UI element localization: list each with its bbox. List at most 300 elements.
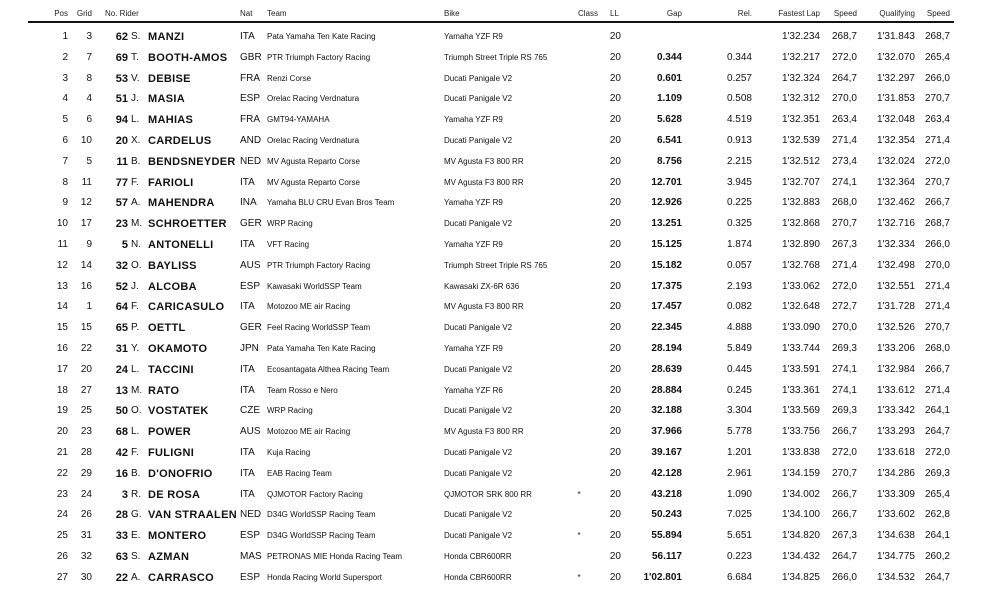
cell-relative-gap: 0.245 — [726, 384, 752, 396]
cell-rider-name: CARDELUS — [148, 134, 212, 147]
cell-position: 23 — [56, 488, 68, 500]
cell-qualifying-speed: 264,1 — [924, 530, 950, 542]
cell-position: 4 — [62, 93, 68, 105]
cell-bike: Yamaha YZF R9 — [444, 198, 503, 208]
cell-rider-name: RATO — [148, 384, 180, 397]
cell-fastest-lap: 1'32.707 — [781, 176, 820, 188]
cell-grid: 25 — [80, 405, 92, 417]
cell-grid: 22 — [80, 342, 92, 354]
cell-relative-gap: 1.090 — [726, 488, 752, 500]
cell-gap: 5.628 — [656, 114, 682, 126]
cell-rider-name: VAN STRAALEN — [148, 509, 237, 522]
cell-nationality: MAS — [240, 550, 262, 562]
cell-qualifying: 1'32.984 — [876, 363, 915, 375]
cell-nationality: GER — [240, 322, 262, 334]
cell-qualifying-speed: 270,0 — [924, 259, 950, 271]
cell-gap: 37.966 — [651, 426, 682, 438]
cell-gap: 8.756 — [656, 155, 682, 167]
cell-qualifying: 1'32.024 — [876, 155, 915, 167]
cell-rider-initial: N. — [131, 238, 141, 250]
cell-position: 20 — [56, 426, 68, 438]
cell-qualifying: 1'31.853 — [876, 93, 915, 105]
cell-fastest-lap: 1'34.159 — [781, 467, 820, 479]
cell-bike: Yamaha YZF R9 — [444, 32, 503, 41]
cell-nationality: ITA — [240, 301, 255, 313]
cell-gap: 22.345 — [651, 322, 682, 334]
cell-rider-initial: L. — [131, 363, 140, 375]
header-rel: Rel. — [737, 9, 752, 18]
cell-qualifying: 1'33.618 — [876, 446, 915, 458]
cell-relative-gap: 3.304 — [726, 405, 752, 417]
cell-rider-initial: F. — [131, 446, 139, 458]
cell-rider-name: CARICASULO — [148, 301, 225, 314]
cell-speed: 270,0 — [831, 322, 857, 334]
table-row — [0, 381, 983, 402]
cell-speed: 272,0 — [831, 280, 857, 292]
cell-rider-number: 22 — [115, 571, 128, 584]
cell-fastest-lap: 1'33.569 — [781, 405, 820, 417]
cell-rider-initial: B. — [131, 155, 141, 167]
cell-team: EAB Racing Team — [267, 468, 332, 478]
cell-laps: 20 — [609, 72, 621, 84]
table-row — [0, 152, 983, 173]
cell-rider-name: BAYLISS — [148, 259, 197, 272]
cell-bike: Ducati Panigale V2 — [444, 468, 513, 478]
cell-laps: 20 — [609, 51, 621, 63]
cell-laps: 20 — [609, 342, 621, 354]
cell-team: Honda Racing World Supersport — [267, 572, 383, 582]
cell-rider-initial: M. — [131, 384, 143, 396]
cell-class: * — [577, 572, 581, 582]
cell-bike: Ducati Panigale V2 — [444, 531, 513, 541]
cell-rider-name: BOOTH-AMOS — [148, 51, 228, 64]
cell-rider-number: 57 — [115, 197, 128, 210]
cell-fastest-lap: 1'33.744 — [781, 342, 820, 354]
cell-rider-number: 64 — [115, 301, 128, 314]
cell-rider-number: 42 — [115, 446, 128, 459]
cell-laps: 20 — [609, 301, 621, 313]
table-row — [0, 505, 983, 526]
cell-position: 13 — [56, 280, 68, 292]
cell-rider-number: 51 — [115, 93, 128, 106]
cell-fastest-lap: 1'33.756 — [781, 426, 820, 438]
cell-rider-number: 23 — [115, 218, 128, 231]
cell-fastest-lap: 1'34.825 — [781, 571, 820, 583]
cell-qualifying-speed: 262,8 — [924, 509, 950, 521]
cell-laps: 20 — [609, 259, 621, 271]
cell-rider-number: 65 — [115, 322, 128, 335]
cell-position: 10 — [56, 218, 68, 230]
cell-team: Kawasaki WorldSSP Team — [267, 281, 362, 291]
cell-rider-name: POWER — [148, 426, 192, 439]
cell-qualifying: 1'32.334 — [876, 238, 915, 250]
cell-relative-gap: 2.215 — [726, 155, 752, 167]
cell-team: MV Agusta Reparto Corse — [267, 156, 360, 166]
cell-qualifying-speed: 272,0 — [924, 155, 950, 167]
cell-rider-initial: X. — [131, 134, 141, 146]
cell-laps: 20 — [609, 155, 621, 167]
cell-fastest-lap: 1'32.234 — [781, 31, 820, 42]
cell-qualifying-speed: 268,0 — [924, 342, 950, 354]
cell-relative-gap: 0.445 — [726, 363, 752, 375]
table-row — [0, 401, 983, 422]
cell-team: QJMOTOR Factory Racing — [267, 489, 363, 499]
cell-fastest-lap: 1'32.883 — [781, 197, 820, 209]
cell-grid: 24 — [80, 488, 92, 500]
cell-relative-gap: 2.961 — [726, 467, 752, 479]
cell-speed: 267,3 — [831, 238, 857, 250]
cell-qualifying: 1'32.048 — [876, 114, 915, 126]
cell-rider-initial: R. — [131, 488, 141, 500]
table-row — [0, 443, 983, 464]
cell-laps: 20 — [609, 550, 621, 562]
cell-qualifying-speed: 271,4 — [924, 301, 950, 313]
cell-rider-initial: B. — [131, 467, 141, 479]
cell-grid: 30 — [80, 571, 92, 583]
cell-team: VFT Racing — [267, 239, 310, 249]
header-nat: Nat — [240, 9, 253, 18]
cell-grid: 28 — [80, 446, 92, 458]
cell-laps: 20 — [609, 322, 621, 334]
cell-gap: 28.639 — [651, 363, 682, 375]
cell-position: 11 — [57, 238, 68, 250]
cell-grid: 6 — [86, 114, 92, 126]
cell-rider-initial: P. — [131, 322, 140, 334]
cell-bike: Yamaha YZF R9 — [444, 115, 503, 125]
cell-bike: Honda CBR600RR — [444, 572, 512, 582]
cell-rider-name: DEBISE — [148, 72, 191, 85]
cell-position: 21 — [56, 446, 68, 458]
cell-relative-gap: 0.344 — [726, 51, 752, 63]
cell-position: 19 — [56, 405, 68, 417]
table-row — [0, 173, 983, 194]
cell-bike: MV Agusta F3 800 RR — [444, 156, 524, 166]
cell-nationality: ESP — [240, 280, 261, 292]
cell-fastest-lap: 1'34.100 — [781, 509, 820, 521]
table-row — [0, 89, 983, 110]
cell-grid: 9 — [86, 238, 92, 250]
cell-bike: Yamaha YZF R6 — [444, 385, 503, 395]
cell-laps: 20 — [609, 530, 621, 542]
cell-gap: 43.218 — [651, 488, 682, 500]
cell-bike: Honda CBR600RR — [444, 551, 512, 561]
cell-gap: 28.884 — [651, 384, 682, 396]
cell-laps: 20 — [609, 31, 621, 42]
cell-relative-gap: 0.225 — [726, 197, 752, 209]
cell-nationality: ESP — [240, 93, 261, 105]
cell-class: * — [577, 489, 581, 499]
cell-qualifying-speed: 266,0 — [924, 238, 950, 250]
cell-rider-initial: G. — [131, 509, 142, 521]
cell-speed: 274,1 — [831, 384, 857, 396]
cell-qualifying: 1'33.612 — [876, 384, 915, 396]
cell-fastest-lap: 1'34.432 — [781, 550, 820, 562]
cell-relative-gap: 0.082 — [726, 301, 752, 313]
cell-team: PTR Triumph Factory Racing — [267, 260, 371, 270]
cell-bike: Ducati Panigale V2 — [444, 219, 513, 229]
cell-gap: 39.167 — [651, 446, 682, 458]
cell-gap: 0.344 — [656, 51, 682, 63]
cell-relative-gap: 5.778 — [726, 426, 752, 438]
cell-qualifying: 1'31.843 — [876, 31, 915, 42]
cell-qualifying-speed: 266,0 — [924, 72, 950, 84]
cell-gap: 12.701 — [651, 176, 682, 188]
cell-rider-number: 62 — [115, 31, 128, 43]
cell-team: Orelac Racing Verdnatura — [267, 135, 360, 145]
cell-qualifying: 1'32.297 — [876, 72, 915, 84]
cell-fastest-lap: 1'32.351 — [781, 114, 820, 126]
cell-qualifying-speed: 271,4 — [924, 280, 950, 292]
cell-team: Feel Racing WorldSSP Team — [267, 323, 371, 333]
cell-qualifying: 1'33.342 — [876, 405, 915, 417]
cell-speed: 274,1 — [831, 363, 857, 375]
cell-position: 12 — [56, 259, 68, 271]
cell-qualifying-speed: 260,2 — [924, 550, 950, 562]
cell-fastest-lap: 1'32.890 — [781, 238, 820, 250]
cell-qualifying-speed: 265,4 — [924, 51, 950, 63]
cell-nationality: NED — [240, 155, 262, 167]
cell-qualifying: 1'34.532 — [876, 571, 915, 583]
cell-rider-number: 5 — [121, 238, 128, 251]
cell-position: 7 — [62, 155, 68, 167]
cell-nationality: ESP — [240, 530, 261, 542]
cell-speed: 269,3 — [831, 342, 857, 354]
results-table — [0, 27, 983, 589]
cell-rider-initial: T. — [131, 51, 139, 63]
cell-grid: 16 — [80, 280, 92, 292]
cell-team: Kuja Racing — [267, 447, 311, 457]
cell-rider-name: MONTERO — [148, 530, 207, 543]
cell-bike: MV Agusta F3 800 RR — [444, 177, 524, 187]
cell-fastest-lap: 1'34.820 — [781, 530, 820, 542]
cell-rider-number: 32 — [115, 259, 128, 272]
cell-nationality: ESP — [240, 571, 261, 583]
table-row — [0, 568, 983, 589]
cell-grid: 29 — [80, 467, 92, 479]
cell-team: Yamaha BLU CRU Evan Bros Team — [267, 198, 395, 208]
header-fastest-lap: Fastest Lap — [778, 9, 820, 18]
cell-position: 8 — [62, 176, 68, 188]
cell-fastest-lap: 1'33.361 — [781, 384, 820, 396]
header-speed: Speed — [833, 9, 857, 18]
cell-speed: 268,7 — [831, 31, 857, 42]
cell-rider-number: 31 — [115, 342, 128, 355]
cell-laps: 20 — [609, 280, 621, 292]
cell-speed: 272,0 — [831, 446, 857, 458]
cell-rider-initial: J. — [131, 93, 139, 105]
cell-grid: 5 — [86, 155, 92, 167]
cell-grid: 3 — [86, 31, 92, 42]
table-row — [0, 297, 983, 318]
cell-qualifying-speed: 264,7 — [924, 571, 950, 583]
cell-grid: 11 — [81, 176, 92, 188]
cell-speed: 264,7 — [831, 72, 857, 84]
cell-gap: 12.926 — [651, 197, 682, 209]
cell-grid: 23 — [80, 426, 92, 438]
cell-rider-number: 16 — [115, 467, 128, 480]
cell-fastest-lap: 1'33.838 — [781, 446, 820, 458]
cell-rider-initial: S. — [131, 31, 141, 42]
cell-bike: Ducati Panigale V2 — [444, 323, 513, 333]
cell-laps: 20 — [609, 238, 621, 250]
cell-qualifying: 1'34.286 — [876, 467, 915, 479]
cell-rider-name: BENDSNEYDER — [148, 155, 236, 168]
cell-rider-name: MAHENDRA — [148, 197, 215, 210]
cell-position: 24 — [56, 509, 68, 521]
cell-nationality: JPN — [240, 342, 259, 354]
cell-rider-number: 3 — [121, 488, 128, 501]
cell-speed: 267,3 — [831, 530, 857, 542]
cell-team: PTR Triumph Factory Racing — [267, 52, 371, 62]
cell-gap: 15.125 — [651, 238, 682, 250]
cell-qualifying: 1'34.775 — [876, 550, 915, 562]
cell-qualifying-speed: 269,3 — [924, 467, 950, 479]
cell-speed: 264,7 — [831, 550, 857, 562]
cell-position: 14 — [56, 301, 68, 313]
cell-rider-initial: L. — [131, 114, 140, 126]
cell-relative-gap: 6.684 — [726, 571, 752, 583]
cell-speed: 270,7 — [831, 218, 857, 230]
cell-gap: 28.194 — [651, 342, 682, 354]
cell-position: 6 — [62, 134, 68, 146]
cell-position: 27 — [56, 571, 68, 583]
cell-team: D34G WorldSSP Racing Team — [267, 531, 376, 541]
cell-qualifying-speed: 265,4 — [924, 488, 950, 500]
cell-rider-initial: E. — [131, 530, 141, 542]
cell-team: Renzi Corse — [267, 73, 312, 83]
cell-rider-number: 11 — [116, 155, 128, 168]
cell-bike: Kawasaki ZX-6R 636 — [444, 281, 520, 291]
cell-grid: 15 — [80, 322, 92, 334]
table-row — [0, 318, 983, 339]
cell-qualifying-speed: 271,4 — [924, 384, 950, 396]
cell-gap: 55.894 — [651, 530, 682, 542]
cell-relative-gap: 0.913 — [726, 134, 752, 146]
cell-bike: Ducati Panigale V2 — [444, 364, 513, 374]
cell-nationality: ITA — [240, 238, 255, 250]
cell-speed: 273,4 — [831, 155, 857, 167]
cell-grid: 27 — [80, 384, 92, 396]
cell-rider-initial: S. — [131, 550, 141, 562]
cell-position: 15 — [56, 322, 68, 334]
cell-grid: 26 — [80, 509, 92, 521]
cell-fastest-lap: 1'32.868 — [781, 218, 820, 230]
cell-relative-gap: 7.025 — [726, 509, 752, 521]
cell-rider-number: 63 — [115, 550, 128, 563]
cell-rider-name: MANZI — [148, 31, 185, 43]
cell-laps: 20 — [609, 446, 621, 458]
cell-team: MV Agusta Reparto Corse — [267, 177, 360, 187]
cell-gap: 1.109 — [656, 93, 682, 105]
cell-rider-name: ALCOBA — [148, 280, 197, 293]
cell-qualifying-speed: 270,7 — [924, 93, 950, 105]
cell-fastest-lap: 1'32.324 — [781, 72, 820, 84]
cell-fastest-lap: 1'33.591 — [781, 363, 820, 375]
header-qualifying: Qualifying — [879, 9, 915, 18]
cell-qualifying: 1'32.498 — [876, 259, 915, 271]
cell-qualifying: 1'32.551 — [876, 280, 915, 292]
cell-laps: 20 — [609, 426, 621, 438]
cell-team: WRP Racing — [267, 219, 313, 229]
cell-nationality: ITA — [240, 467, 255, 479]
cell-gap: 6.541 — [656, 134, 682, 146]
cell-grid: 32 — [80, 550, 92, 562]
cell-team: WRP Racing — [267, 406, 313, 416]
cell-position: 3 — [62, 72, 68, 84]
cell-position: 17 — [56, 363, 68, 375]
cell-rider-number: 69 — [115, 51, 128, 64]
cell-grid: 4 — [86, 93, 92, 105]
cell-laps: 20 — [609, 488, 621, 500]
cell-grid: 12 — [80, 197, 92, 209]
cell-rider-initial: J. — [131, 280, 139, 292]
cell-fastest-lap: 1'32.217 — [781, 51, 820, 63]
header-no-rider: No. Rider — [105, 9, 139, 18]
cell-team: Team Rosso e Nero — [267, 385, 338, 395]
cell-team: Pata Yamaha Ten Kate Racing — [267, 32, 376, 41]
cell-rider-initial: Y. — [131, 342, 140, 354]
cell-fastest-lap: 1'32.312 — [781, 93, 820, 105]
cell-gap: 50.243 — [651, 509, 682, 521]
cell-fastest-lap: 1'32.512 — [781, 155, 820, 167]
cell-position: 5 — [62, 114, 68, 126]
cell-bike: Ducati Panigale V2 — [444, 73, 513, 83]
cell-laps: 20 — [609, 384, 621, 396]
cell-qualifying: 1'32.364 — [876, 176, 915, 188]
header-gap: Gap — [666, 9, 682, 18]
cell-nationality: ITA — [240, 176, 255, 188]
cell-rider-name: FULIGNI — [148, 446, 195, 459]
table-row — [0, 422, 983, 443]
table-row — [0, 464, 983, 485]
cell-qualifying-speed: 271,4 — [924, 134, 950, 146]
cell-speed: 270,7 — [831, 467, 857, 479]
cell-rider-initial: F. — [131, 301, 139, 313]
cell-qualifying: 1'33.206 — [876, 342, 915, 354]
table-row — [0, 235, 983, 256]
cell-relative-gap: 2.193 — [726, 280, 752, 292]
cell-laps: 20 — [609, 114, 621, 126]
table-row — [0, 485, 983, 506]
table-row — [0, 277, 983, 298]
cell-qualifying-speed: 266,7 — [924, 363, 950, 375]
header-grid: Grid — [76, 9, 92, 18]
cell-laps: 20 — [609, 93, 621, 105]
header-class: Class — [578, 9, 599, 18]
cell-relative-gap: 5.651 — [726, 530, 752, 542]
cell-position: 18 — [56, 384, 68, 396]
cell-relative-gap: 1.874 — [726, 238, 752, 250]
cell-rider-number: 94 — [115, 114, 128, 127]
cell-fastest-lap: 1'33.062 — [781, 280, 820, 292]
cell-qualifying-speed: 270,7 — [924, 322, 950, 334]
cell-bike: QJMOTOR SRK 800 RR — [444, 489, 532, 499]
cell-bike: Ducati Panigale V2 — [444, 447, 513, 457]
cell-rider-number: 28 — [115, 509, 128, 522]
cell-team: Pata Yamaha Ten Kate Racing — [267, 343, 376, 353]
cell-position: 9 — [62, 197, 68, 209]
cell-qualifying-speed: 268,7 — [924, 218, 950, 230]
cell-rider-name: VOSTATEK — [148, 405, 209, 418]
cell-rider-name: OKAMOTO — [148, 342, 208, 355]
cell-qualifying: 1'32.716 — [876, 218, 915, 230]
cell-nationality: GER — [240, 218, 262, 230]
cell-laps: 20 — [609, 509, 621, 521]
cell-position: 16 — [56, 342, 68, 354]
cell-bike: Triumph Street Triple RS 765 — [444, 52, 548, 62]
table-row — [0, 110, 983, 131]
table-row — [0, 360, 983, 381]
